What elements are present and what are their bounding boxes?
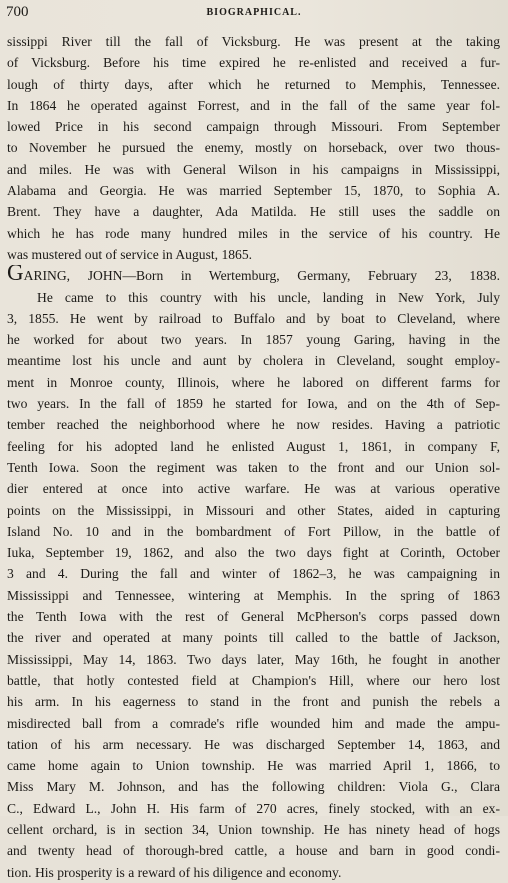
line-text: misdirected ball from a comrade's rifle wounded him and made the ampu- xyxy=(7,715,500,731)
text-line xyxy=(7,776,500,797)
text-line xyxy=(7,287,500,308)
line-text: came home again to Union township. He was married April 1, 1866, to xyxy=(7,758,500,774)
line-text: feeling for his adopted land he enlisted August 1, 1861, in company F, xyxy=(7,438,500,454)
text-line xyxy=(7,691,500,712)
line-text: his arm. In his eagerness to stand in the front and punish the rebels a xyxy=(7,694,500,710)
line-text: of Vicksburg. Before his time expired he re-enlisted and received a fur- xyxy=(7,55,500,71)
text-line xyxy=(7,74,500,95)
text-line xyxy=(7,223,500,244)
line-text: battle, that hotly contested field at Champion's Hill, where our hero lost xyxy=(7,672,500,688)
text-line xyxy=(7,95,500,116)
line-text: tember reached the neighborhood where he now resides. Having a patriotic xyxy=(7,417,500,433)
text-line xyxy=(7,840,500,861)
text-line xyxy=(7,244,500,265)
line-text: C., Edward L., John H. His farm of 270 acres, finely stocked, with an ex- xyxy=(7,800,500,816)
line-text: In 1864 he operated against Forrest, and in the fall of the same year fol- xyxy=(7,97,500,113)
text-line xyxy=(7,457,500,478)
line-text: Iuka, September 19, 1862, and also the two days fight at Corinth, October xyxy=(7,545,500,561)
text-line xyxy=(7,670,500,691)
line-text: 3 and 4. During the fall and winter of 1862–3, he was campaigning in xyxy=(7,566,500,582)
text-line xyxy=(7,329,500,350)
line-text: Mississippi, May 14, 1863. Two days later, May 16th, he fought in another xyxy=(7,651,500,667)
text-line xyxy=(7,159,500,180)
line-text: was mustered out of service in August, 1865. xyxy=(7,246,253,262)
line-text: lough of thirty days, after which he returned to Memphis, Tennessee. xyxy=(7,76,500,92)
text-line xyxy=(7,755,500,776)
line-text: the river and operated at many points till called to the battle of Jackson, xyxy=(7,630,500,646)
text-line xyxy=(7,116,500,137)
line-text: Island No. 10 and in the bombardment of Fort Pillow, in the battle of xyxy=(7,523,500,539)
line-text: and twenty head of thorough-bred cattle, a house and barn in good condi- xyxy=(7,843,500,859)
line-text: which he has rode many hundred miles in the service of his country. He xyxy=(7,225,500,241)
running-head: BIOGRAPHICAL. xyxy=(206,7,302,18)
line-text: he worked for about two years. In 1857 young Garing, having in the xyxy=(7,332,500,348)
line-text: sissippi River till the fall of Vicksburg. He was present at the taking xyxy=(7,34,500,49)
text-line xyxy=(7,414,500,435)
line-text: ment in Monroe county, Illinois, where he labored on different farms for xyxy=(7,374,500,390)
text-line xyxy=(7,500,500,521)
line-text: lowed Price in his second campaign through Missouri. From September xyxy=(7,119,500,135)
line-text: two years. In the fall of 1859 he started for Iowa, and on the 4th of Sep- xyxy=(7,396,500,412)
line-text: the Tenth Iowa with the rest of General McPherson's corps passed down xyxy=(7,609,500,625)
text-line xyxy=(7,563,500,584)
body-text xyxy=(7,31,500,883)
line-text: and miles. He was with General Wilson in his campaigns in Mississippi, xyxy=(7,161,500,177)
line-text: Mississippi and Tennessee, wintering at Memphis. In the spring of 1863 xyxy=(7,587,500,603)
text-line xyxy=(7,137,500,158)
text-line xyxy=(7,308,500,329)
line-text: ARING, JOHN—Born in Wertemburg, Germany, February 23, 1838. xyxy=(23,268,500,284)
text-line xyxy=(7,265,500,286)
text-line xyxy=(7,180,500,201)
text-line xyxy=(7,606,500,627)
text-line xyxy=(7,713,500,734)
line-text: cellent orchard, is in section 34, Union township. He has ninety head of hogs xyxy=(7,821,500,837)
text-line xyxy=(7,734,500,755)
line-text: dier entered at once into active warfare. He was at various operative xyxy=(7,481,500,497)
page-number: 700 xyxy=(6,4,29,20)
line-text: to November he pursued the enemy, mostly on horseback, over two thous- xyxy=(7,140,500,156)
text-line xyxy=(7,31,500,52)
text-line xyxy=(7,819,500,840)
line-text: He came to this country with his uncle, landing in New York, July xyxy=(37,289,500,305)
line-text: tation of his arm necessary. He was discharged September 14, 1863, and xyxy=(7,736,500,752)
line-text: 3, 1855. He went by railroad to Buffalo and by boat to Cleveland, where xyxy=(7,310,500,326)
line-text: Alabama and Georgia. He was married September 15, 1870, to Sophia A. xyxy=(7,183,500,199)
line-text: meantime lost his uncle and aunt by cholera in Cleveland, sought employ- xyxy=(7,353,500,369)
text-line xyxy=(7,585,500,606)
text-line xyxy=(7,393,500,414)
line-text: points on the Mississippi, in Missouri and other States, aided in capturing xyxy=(7,502,500,518)
text-line xyxy=(7,372,500,393)
text-line xyxy=(7,649,500,670)
text-line xyxy=(7,52,500,73)
line-text: tion. His prosperity is a reward of his diligence and economy. xyxy=(7,864,342,880)
line-text: Miss Mary M. Johnson, and has the following children: Viola G., Clara xyxy=(7,779,500,795)
text-line xyxy=(7,521,500,542)
text-line xyxy=(7,478,500,499)
line-text: Brent. They have a daughter, Ada Matilda. He still uses the saddle on xyxy=(7,204,500,220)
text-line xyxy=(7,627,500,648)
page-header xyxy=(6,4,502,24)
text-line xyxy=(7,201,500,222)
text-line xyxy=(7,350,500,371)
text-line xyxy=(7,862,500,883)
line-text: Tenth Iowa. Soon the regiment was taken to the front and our Union sol- xyxy=(7,459,500,475)
text-line xyxy=(7,436,500,457)
text-line xyxy=(7,542,500,563)
drop-cap: G xyxy=(7,265,24,286)
